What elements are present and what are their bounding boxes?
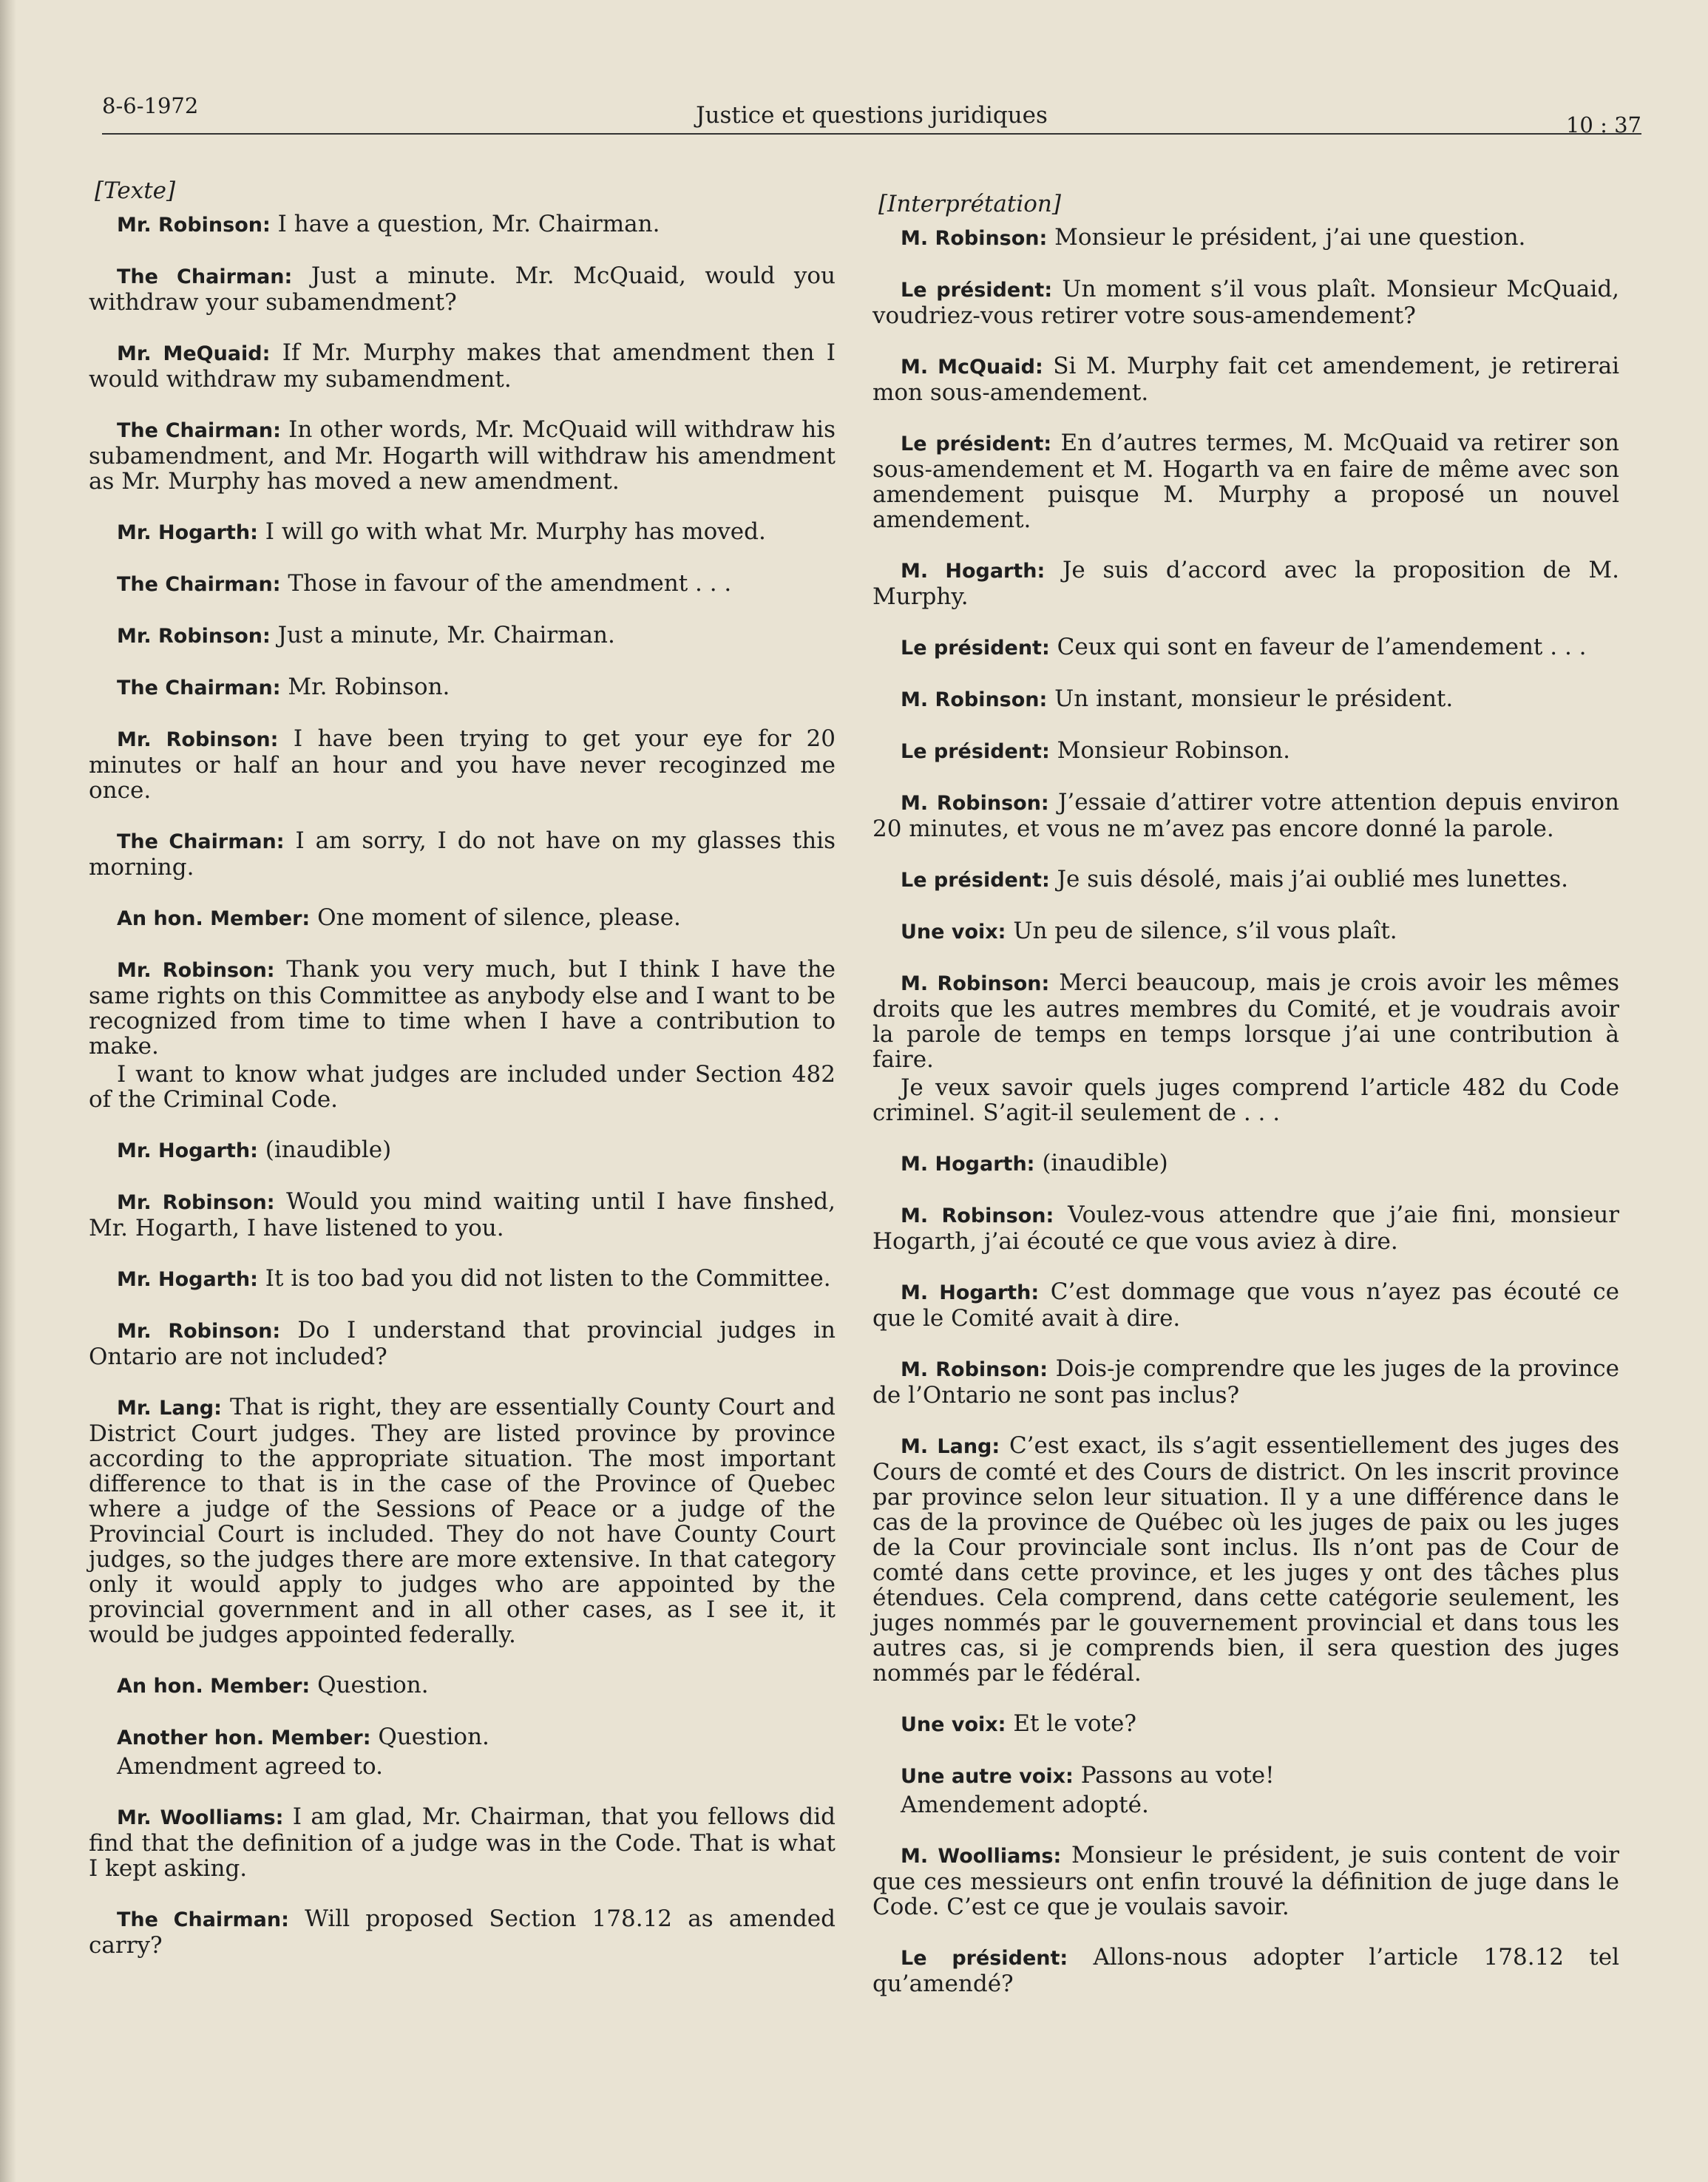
speaker-name: Mr. Robinson: [117,959,275,982]
transcript-entry [89,623,836,649]
speaker-name: M. Hogarth: [901,560,1046,583]
transcript-entry [872,1843,1619,1920]
speech-text: That is right, they are essentially County Court and District Court judges. They are listed province by province according to the appropriate situation. The most important difference to that is in the case of the Province of Quebec where a judge of the Sessions of Peace or a judge of the Provincial Court is included. They do not have County Court judges, so the judges there are more extensive. In that category only it would apply to judges who are appointed by the provincial government and in all other cases, as I see it, it would be judges appointed federally. [89,1394,836,1648]
speaker-name: Mr. Hogarth: [117,1268,258,1291]
transcript-entry [89,263,836,315]
speaker-name: M. Robinson: [901,688,1048,711]
speaker-name: Mr. Robinson: [117,625,271,648]
speech-text: Voulez-vous attendre que j’aie fini, monsieur Hogarth, j’ai écouté ce que vous aviez à dire. [872,1202,1619,1255]
speech-text: Mr. Robinson. [288,674,450,700]
speech-text: Question. [378,1724,489,1750]
page-header [102,89,1641,138]
speaker-name: An hon. Member: [117,907,311,930]
speaker-name: Mr. Robinson: [117,214,271,237]
header-date: 8-6-1972 [102,93,199,118]
english-entries [89,211,836,1958]
transcript-entry [89,1724,836,1779]
transcript-entry [872,430,1619,532]
french-column [872,191,1619,2022]
speaker-name: An hon. Member: [117,1675,311,1698]
speech-continuation: Je veux savoir quels juges comprend l’article 482 du Code criminel. S’agit-il seulement de . . . [872,1074,1619,1126]
transcript-entry [89,1318,836,1369]
transcript-entry [872,225,1619,251]
speaker-name: M. Woolliams: [901,1845,1062,1868]
speech-text: Dois-je comprendre que les juges de la province de l’Ontario ne sont pas inclus? [872,1355,1620,1409]
speaker-name: Le président: [901,279,1053,302]
speech-text: Monsieur le président, j’ai une question. [1054,224,1526,251]
speech-text: Will proposed Section 178.12 as amended carry? [89,1905,836,1959]
speaker-name: The Chairman: [117,265,293,288]
speaker-name: Mr. MeQuaid: [117,342,271,365]
speech-text: Je suis désolé, mais j’ai oublié mes lunettes. [1057,866,1569,892]
speech-text: J’essaie d’attirer votre attention depuis environ 20 minutes, et vous ne m’avez pas encore donné la parole. [872,789,1619,842]
speaker-name: Mr. Robinson: [117,728,279,751]
transcript-entry [872,790,1619,841]
transcript-entry [872,353,1619,405]
transcript-entry [89,957,836,1112]
section-label-french: [Interprétation] [878,191,1061,217]
speech-text: (inaudible) [265,1136,392,1163]
transcript-entry [89,519,836,546]
speech-text: Monsieur Robinson. [1057,737,1290,764]
speaker-name: M. Robinson: [901,972,1050,995]
speech-text: Si M. Murphy fait cet amendement, je retirerai mon sous-amendement. [872,353,1619,406]
speech-text: Ceux qui sont en faveur de l’amendement . . . [1057,634,1587,660]
speech-text: (inaudible) [1042,1150,1168,1176]
speaker-name: Une autre voix: [901,1765,1074,1788]
speaker-name: M. Robinson: [901,1204,1054,1227]
transcript-entry [89,571,836,597]
speech-text: Monsieur le président, je suis content de voir que ces messieurs ont enfin trouvé la définition de juge dans le Code. C’est ce que je voulais savoir. [872,1842,1619,1920]
english-column [89,177,836,1983]
speaker-name: M. Robinson: [901,1358,1048,1381]
transcript-entry [872,686,1619,713]
speaker-name: M. Hogarth: [901,1153,1035,1176]
speaker-name: Le président: [901,869,1050,892]
speech-text: I have a question, Mr. Chairman. [277,211,660,237]
speech-text: Merci beaucoup, mais je crois avoir les mêmes droits que les autres membres du Comité, et je voudrais avoir la parole de temps en temps lorsque j’ai une contribution à faire. [872,969,1620,1073]
speech-continuation: Amendment agreed to. [117,1753,383,1780]
transcript-entry [89,1266,836,1292]
speech-text: Question. [317,1672,429,1698]
speaker-name: Le président: [901,740,1050,763]
speaker-name: M. Hogarth: [901,1281,1040,1304]
speech-text: If Mr. Murphy makes that amendment then I would withdraw my subamendment. [89,339,836,393]
speech-text: Un peu de silence, s’il vous plaît. [1013,918,1397,944]
speech-continuation: I want to know what judges are included under Section 482 of the Criminal Code. [89,1061,836,1113]
header-title: Justice et questions juridiques [696,102,1048,129]
speech-text: Do I understand that provincial judges in Ontario are not included? [89,1317,836,1370]
speaker-name: M. Robinson: [901,227,1048,250]
speech-text: Those in favour of the amendment . . . [288,570,732,597]
transcript-entry [872,277,1619,328]
french-entries [872,225,1619,1996]
speech-text: Je suis d’accord avec la proposition de M. Murphy. [872,557,1619,610]
speech-text: Would you mind waiting until I have finshed, Mr. Hogarth, I have listened to you. [89,1188,836,1241]
speech-text: C’est dommage que vous n’ayez pas écouté ce que le Comité avait à dire. [872,1278,1619,1332]
speaker-name: The Chairman: [117,573,281,596]
transcript-entry [89,1137,836,1164]
speaker-name: The Chairman: [117,830,285,853]
speaker-name: The Chairman: [117,1908,289,1931]
transcript-entry [872,1763,1619,1817]
speaker-name: Une voix: [901,1713,1006,1736]
page-binding-shadow [0,0,16,2182]
transcript-entry [89,340,836,392]
speaker-name: M. Lang: [901,1435,1000,1458]
speaker-name: Mr. Woolliams: [117,1806,284,1829]
speaker-name: Le président: [901,637,1050,660]
speech-text: Un moment s’il vous plaît. Monsieur McQuaid, voudriez-vous retirer votre sous-amendement? [872,276,1620,329]
transcript-entry [872,918,1619,945]
speaker-name: M. McQuaid: [901,356,1043,379]
speech-text: Passons au vote! [1080,1762,1275,1789]
speech-text: Et le vote? [1013,1710,1136,1737]
transcript-entry [872,867,1619,893]
speech-text: C’est exact, ils s’agit essentiellement des juges des Cours de comté et des Cours de district. On les inscrit province par province selon leur situation. Il y a une différence dans le cas de la province de Québec où les juges de paix ou les juges de la Cour provinciale sont inclus. Ils n’ont pas de Cour de comté dans cette province, et les juges y ont des tâches plus étendues. Cela comprend, dans cette catégorie seulement, les juges nommés par le gouvernement provincial et dans tous les autres cas, si je comprends bien, il sera question des juges nommés par le fédéral. [872,1432,1619,1687]
speech-text: I am sorry, I do not have on my glasses this morning. [89,827,836,881]
speaker-name: Mr. Lang: [117,1397,222,1420]
transcript-entry [872,1433,1619,1686]
transcript-entry [89,828,836,880]
transcript-entry [872,1945,1619,1996]
transcript-entry [89,905,836,932]
transcript-entry [89,1804,836,1881]
transcript-entry [89,417,836,494]
transcript-entry [872,738,1619,765]
speaker-name: Une voix: [901,921,1006,943]
speaker-name: Mr. Hogarth: [117,1139,258,1162]
transcript-entry [89,211,836,238]
speech-text: Thank you very much, but I think I have the same rights on this Committee as anybody else and I want to be recognized from time to time when I have a contribution to make. [89,956,836,1060]
transcript-entry [872,1151,1619,1177]
speech-text: I will go with what Mr. Murphy has moved. [265,518,766,545]
speech-text: Just a minute, Mr. Chairman. [277,622,615,648]
speech-text: Just a minute. Mr. McQuaid, would you withdraw your subamendment? [89,262,836,316]
transcript-entry [872,634,1619,661]
speaker-name: The Chairman: [117,677,281,699]
transcript-entry [872,970,1619,1125]
transcript-entry [872,1279,1619,1331]
speech-text: I have been trying to get your eye for 20 minutes or half an hour and you have never recoginzed me once. [89,725,836,804]
transcript-entry [872,1202,1619,1254]
speech-text: Un instant, monsieur le président. [1054,685,1454,712]
speech-continuation: Amendement adopté. [901,1792,1149,1818]
speech-text: Allons-nous adopter l’article 178.12 tel qu’amendé? [872,1944,1620,1997]
transcript-entry [89,1395,836,1647]
speech-text: I am glad, Mr. Chairman, that you fellows did find that the definition of a judge was in the Code. That is what I kept asking. [89,1803,836,1882]
speech-text: En d’autres termes, M. McQuaid va retirer son sous-amendement et M. Hogarth va en faire de même avec son amendement puisque M. Murphy a proposé un nouvel amendement. [872,430,1620,533]
transcript-entry [89,674,836,701]
speaker-name: M. Robinson: [901,792,1049,815]
transcript-entry [872,1711,1619,1738]
speaker-name: Mr. Hogarth: [117,521,258,544]
speaker-name: Le président: [901,1947,1068,1970]
speech-text: It is too bad you did not listen to the Committee. [265,1265,831,1292]
speaker-name: Mr. Robinson: [117,1191,275,1214]
section-label-english: [Texte] [95,177,176,204]
transcript-entry [89,1673,836,1699]
transcript-entry [89,1906,836,1958]
speaker-name: Le président: [901,433,1052,455]
speech-text: One moment of silence, please. [317,904,681,931]
transcript-entry [89,1189,836,1241]
transcript-entry [872,1356,1619,1408]
transcript-entry [89,726,836,803]
speaker-name: Mr. Robinson: [117,1320,281,1343]
speech-text: In other words, Mr. McQuaid will withdraw his subamendment, and Mr. Hogarth will withdraw his amendment as Mr. Murphy has moved a new amendment. [89,416,836,495]
speaker-name: The Chairman: [117,419,281,442]
transcript-entry [872,558,1619,609]
header-page-number: 10 : 37 [1565,112,1641,138]
speaker-name: Another hon. Member: [117,1727,371,1749]
